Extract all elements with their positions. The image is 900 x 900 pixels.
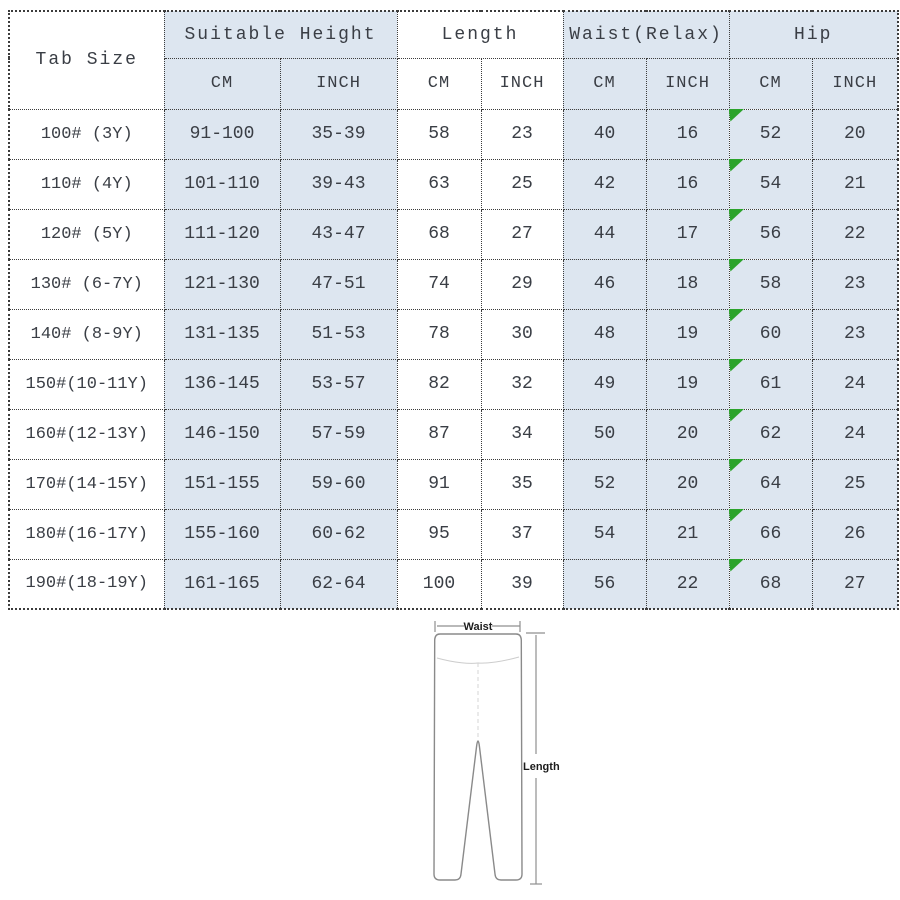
height-inch-value: 35-39 [280, 109, 397, 159]
hip-inch-value: 23 [812, 309, 898, 359]
waist-inch-unit: INCH [646, 58, 729, 109]
size-chart-table [8, 10, 899, 610]
height-inch-value: 53-57 [280, 359, 397, 409]
green-corner-flag-icon [729, 459, 745, 472]
hip-inch-value: 23 [812, 259, 898, 309]
row-size-label: 150#(10-11Y) [9, 359, 164, 409]
waist-cm-value: 54 [563, 509, 646, 559]
hip-cm-value: 64 [729, 459, 812, 509]
waist-cm-value: 44 [563, 209, 646, 259]
row-size-label: 140# (8-9Y) [9, 309, 164, 359]
hip-inch-value: 24 [812, 359, 898, 409]
hip-cm-value: 60 [729, 309, 812, 359]
height-cm-value: 131-135 [164, 309, 280, 359]
length-header: Length [397, 11, 563, 58]
height-inch-value: 59-60 [280, 459, 397, 509]
height-cm-value: 136-145 [164, 359, 280, 409]
waist-inch-value: 18 [646, 259, 729, 309]
waist-inch-value: 19 [646, 359, 729, 409]
table-row [9, 459, 898, 509]
green-corner-flag-icon [729, 109, 745, 122]
length-inch-value: 32 [481, 359, 563, 409]
waist-cm-value: 56 [563, 559, 646, 609]
length-cm-value: 82 [397, 359, 481, 409]
table-row [9, 209, 898, 259]
waist-cm-value: 40 [563, 109, 646, 159]
hip-inch-unit: INCH [812, 58, 898, 109]
length-inch-value: 39 [481, 559, 563, 609]
waist-inch-value: 16 [646, 159, 729, 209]
height-cm-value: 146-150 [164, 409, 280, 459]
green-corner-flag-icon [729, 359, 745, 372]
waist-inch-value: 20 [646, 409, 729, 459]
hip-cm-value: 66 [729, 509, 812, 559]
hip-cm-value: 56 [729, 209, 812, 259]
length-measure-line [523, 633, 560, 884]
length-cm-value: 87 [397, 409, 481, 459]
row-size-label: 180#(16-17Y) [9, 509, 164, 559]
hip-cm-value: 58 [729, 259, 812, 309]
hip-inch-value: 24 [812, 409, 898, 459]
length-inch-value: 35 [481, 459, 563, 509]
waist-cm-value: 52 [563, 459, 646, 509]
length-inch-value: 34 [481, 409, 563, 459]
hip-header: Hip [729, 11, 898, 58]
row-size-label: 170#(14-15Y) [9, 459, 164, 509]
hip-inch-value: 26 [812, 509, 898, 559]
hip-inch-value: 27 [812, 559, 898, 609]
height-cm-unit: CM [164, 58, 280, 109]
length-cm-unit: CM [397, 58, 481, 109]
pants-measurement-diagram [380, 616, 600, 898]
waist-inch-value: 21 [646, 509, 729, 559]
row-size-label: 100# (3Y) [9, 109, 164, 159]
length-cm-value: 78 [397, 309, 481, 359]
table-row [9, 409, 898, 459]
length-cm-value: 91 [397, 459, 481, 509]
hip-cm-unit: CM [729, 58, 812, 109]
hip-cm-value: 62 [729, 409, 812, 459]
table-row [9, 309, 898, 359]
table-row [9, 159, 898, 209]
length-inch-value: 30 [481, 309, 563, 359]
length-cm-value: 68 [397, 209, 481, 259]
height-inch-value: 39-43 [280, 159, 397, 209]
green-corner-flag-icon [729, 559, 745, 572]
hip-inch-value: 25 [812, 459, 898, 509]
green-corner-flag-icon [729, 509, 745, 522]
length-inch-unit: INCH [481, 58, 563, 109]
height-inch-value: 57-59 [280, 409, 397, 459]
header-row-groups [9, 11, 898, 58]
table-row [9, 109, 898, 159]
pants-outline-drawing [380, 616, 600, 898]
height-cm-value: 151-155 [164, 459, 280, 509]
waist-inch-value: 17 [646, 209, 729, 259]
green-corner-flag-icon [729, 309, 745, 322]
table-row [9, 259, 898, 309]
length-inch-value: 29 [481, 259, 563, 309]
waist-cm-unit: CM [563, 58, 646, 109]
height-inch-value: 62-64 [280, 559, 397, 609]
length-cm-value: 58 [397, 109, 481, 159]
length-cm-value: 63 [397, 159, 481, 209]
height-cm-value: 161-165 [164, 559, 280, 609]
green-corner-flag-icon [729, 409, 745, 422]
waist-relax-header: Waist(Relax) [563, 11, 729, 58]
suitable-height-header: Suitable Height [164, 11, 397, 58]
height-inch-value: 60-62 [280, 509, 397, 559]
length-cm-value: 95 [397, 509, 481, 559]
waist-inch-value: 20 [646, 459, 729, 509]
waist-cm-value: 46 [563, 259, 646, 309]
row-size-label: 190#(18-19Y) [9, 559, 164, 609]
hip-cm-value: 68 [729, 559, 812, 609]
height-inch-value: 47-51 [280, 259, 397, 309]
row-size-label: 120# (5Y) [9, 209, 164, 259]
waist-cm-value: 49 [563, 359, 646, 409]
height-cm-value: 101-110 [164, 159, 280, 209]
height-cm-value: 111-120 [164, 209, 280, 259]
hip-inch-value: 22 [812, 209, 898, 259]
row-size-label: 160#(12-13Y) [9, 409, 164, 459]
waist-cm-value: 48 [563, 309, 646, 359]
waist-measure-line [435, 621, 520, 633]
waist-inch-value: 19 [646, 309, 729, 359]
height-cm-value: 121-130 [164, 259, 280, 309]
length-label: Length [523, 761, 560, 773]
length-inch-value: 37 [481, 509, 563, 559]
tab-size-header: Tab Size [9, 11, 164, 109]
waist-inch-value: 16 [646, 109, 729, 159]
hip-cm-value: 52 [729, 109, 812, 159]
table-row [9, 559, 898, 609]
length-cm-value: 74 [397, 259, 481, 309]
height-cm-value: 91-100 [164, 109, 280, 159]
length-inch-value: 23 [481, 109, 563, 159]
green-corner-flag-icon [729, 209, 745, 222]
hip-inch-value: 21 [812, 159, 898, 209]
waist-cm-value: 42 [563, 159, 646, 209]
table-row [9, 359, 898, 409]
row-size-label: 110# (4Y) [9, 159, 164, 209]
length-cm-value: 100 [397, 559, 481, 609]
row-size-label: 130# (6-7Y) [9, 259, 164, 309]
waist-inch-value: 22 [646, 559, 729, 609]
table-row [9, 509, 898, 559]
hip-cm-value: 61 [729, 359, 812, 409]
hip-inch-value: 20 [812, 109, 898, 159]
height-inch-value: 51-53 [280, 309, 397, 359]
height-inch-unit: INCH [280, 58, 397, 109]
height-cm-value: 155-160 [164, 509, 280, 559]
length-inch-value: 25 [481, 159, 563, 209]
hip-cm-value: 54 [729, 159, 812, 209]
waist-cm-value: 50 [563, 409, 646, 459]
green-corner-flag-icon [729, 159, 745, 172]
height-inch-value: 43-47 [280, 209, 397, 259]
length-inch-value: 27 [481, 209, 563, 259]
green-corner-flag-icon [729, 259, 745, 272]
waist-label: Waist [463, 621, 493, 633]
